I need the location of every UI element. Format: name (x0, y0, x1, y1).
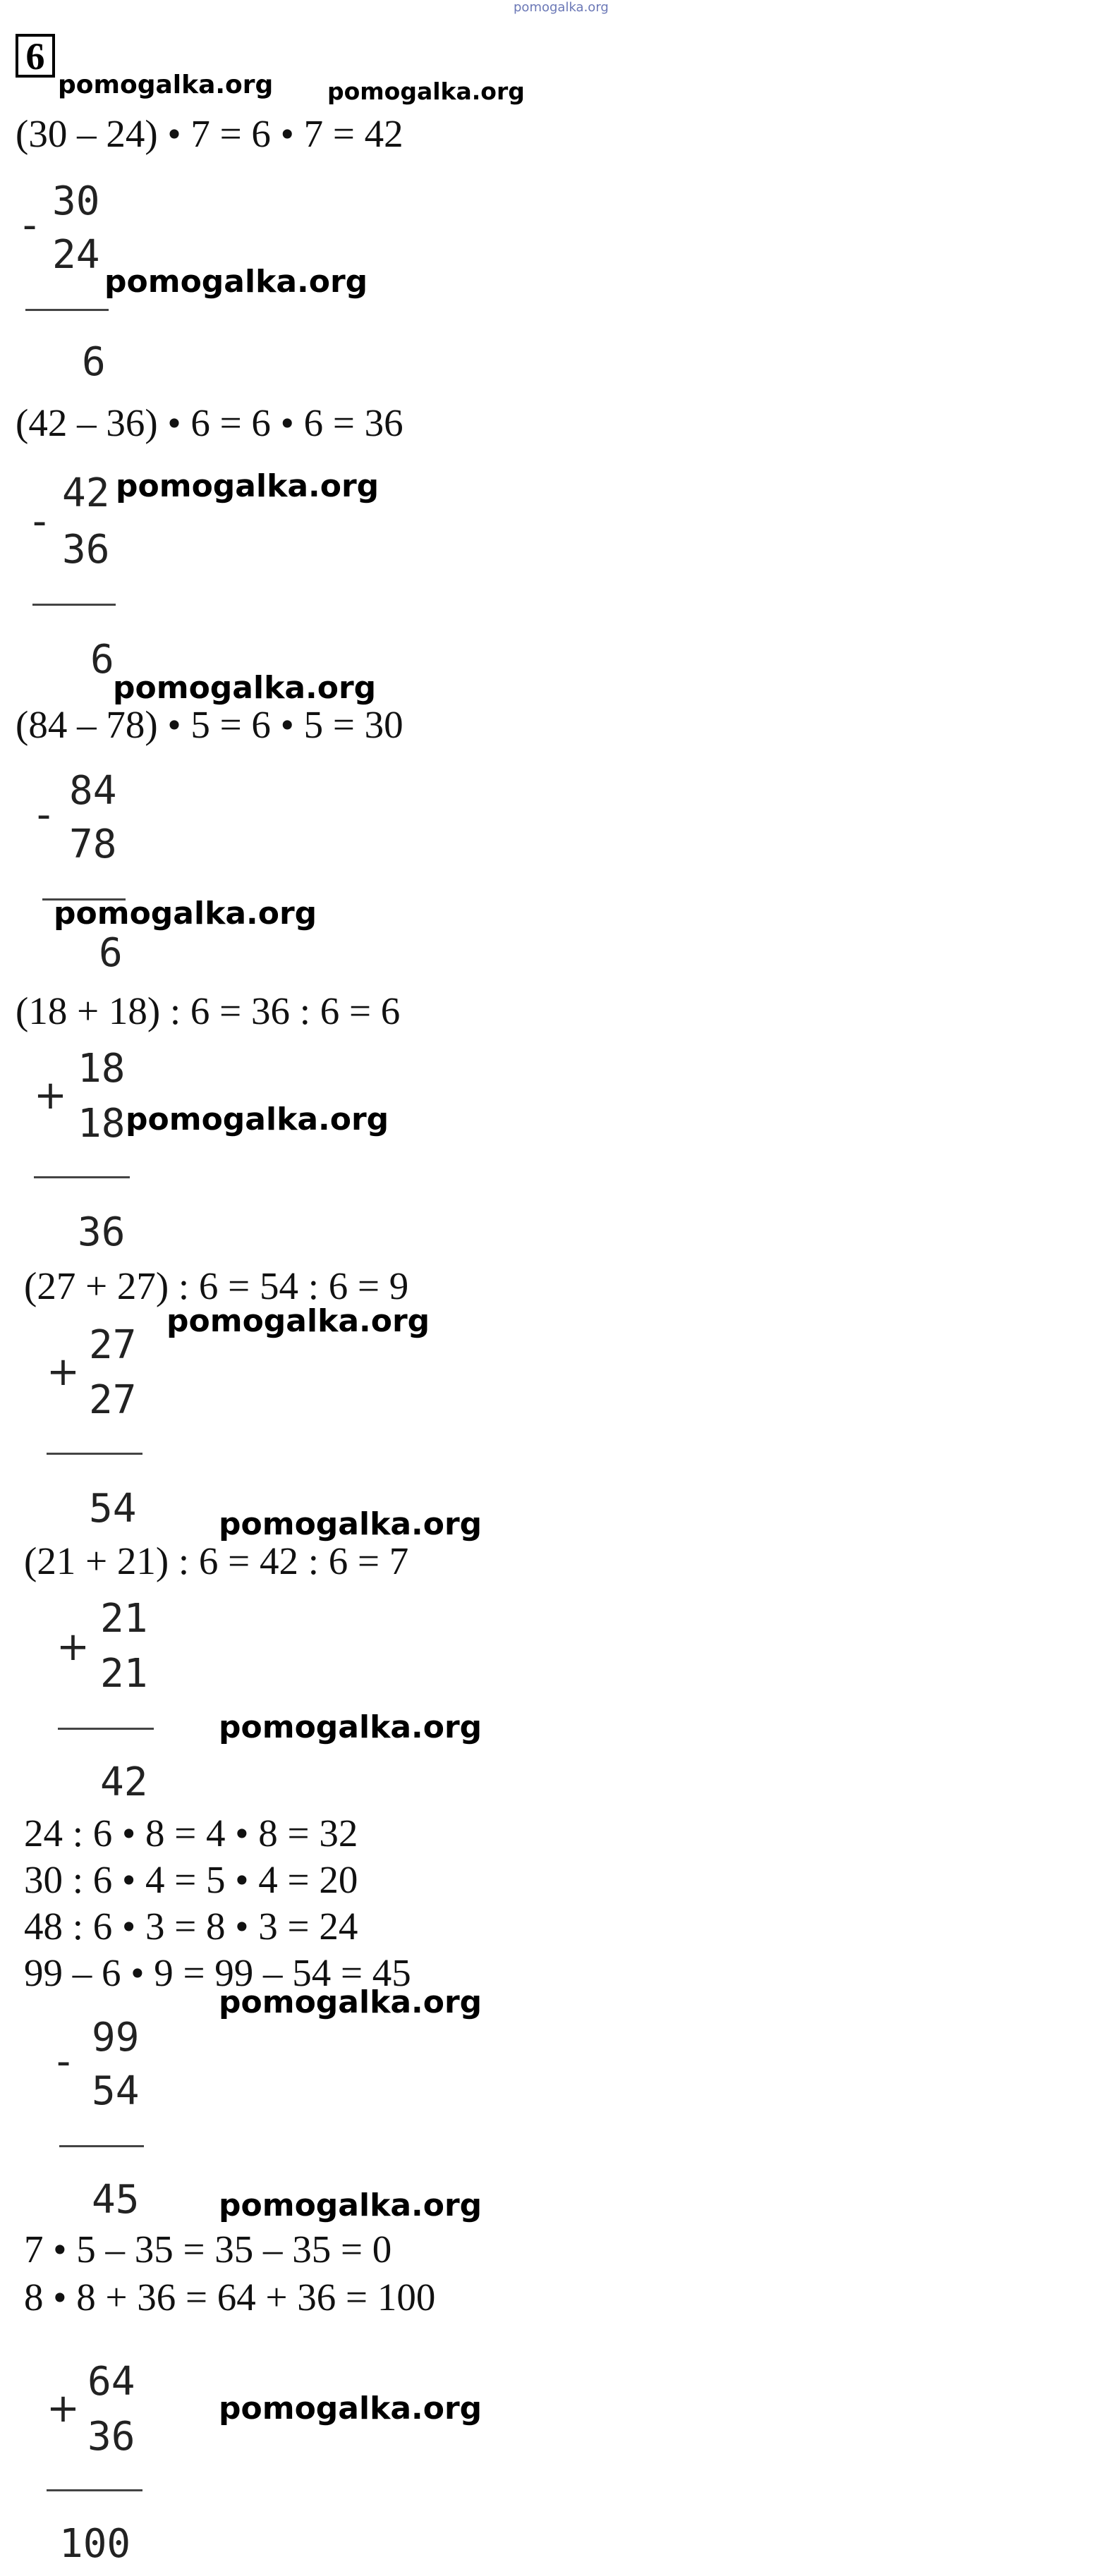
column-line (25, 309, 109, 311)
column-result: 42 (100, 1759, 148, 1805)
equation-5: (27 + 27) : 6 = 54 : 6 = 9 (24, 1264, 409, 1307)
watermark: pomogalka.org (126, 1101, 389, 1137)
column-result: 6 (90, 637, 114, 683)
column-result: 6 (99, 930, 123, 976)
column-operator: - (37, 792, 51, 838)
equation-7: 24 : 6 • 8 = 4 • 8 = 32 (24, 1812, 358, 1855)
watermark: pomogalka.org (58, 71, 274, 99)
column-line (32, 604, 116, 606)
column-result: 36 (78, 1209, 126, 1255)
watermark: pomogalka.org (113, 670, 377, 706)
watermark: pomogalka.org (116, 468, 380, 504)
equation-8: 30 : 6 • 4 = 5 • 4 = 20 (24, 1858, 358, 1901)
column-operator: + (47, 2386, 80, 2431)
column-bottom: 18 (78, 1101, 126, 1147)
column-bottom: 36 (62, 527, 110, 573)
watermark: pomogalka.org (327, 78, 525, 105)
equation-6: (21 + 21) : 6 = 42 : 6 = 7 (24, 1539, 409, 1582)
column-operator: + (56, 1624, 90, 1670)
column-top: 84 (69, 768, 117, 814)
column-top: 30 (52, 178, 100, 224)
equation-10: 99 – 6 • 9 = 99 – 54 = 45 (24, 1951, 411, 1994)
column-bottom: 21 (100, 1651, 148, 1697)
column-result: 54 (89, 1486, 137, 1532)
column-line (34, 1176, 130, 1178)
watermark: pomogalka.org (54, 896, 317, 932)
column-top: 99 (92, 2015, 140, 2061)
column-operator: - (56, 2039, 71, 2084)
column-top: 42 (62, 470, 110, 516)
column-operator: - (23, 202, 37, 248)
equation-2: (42 – 36) • 6 = 6 • 6 = 36 (16, 401, 403, 444)
equation-3: (84 – 78) • 5 = 6 • 5 = 30 (16, 703, 403, 746)
task-number: 6 (16, 34, 55, 78)
equation-9: 48 : 6 • 3 = 8 • 3 = 24 (24, 1905, 358, 1948)
column-bottom: 54 (92, 2068, 140, 2114)
column-top: 27 (89, 1322, 137, 1368)
watermark: pomogalka.org (219, 1984, 482, 2020)
watermark: pomogalka.org (219, 2187, 482, 2223)
equation-1: (30 – 24) • 7 = 6 • 7 = 42 (16, 112, 403, 155)
column-bottom: 36 (87, 2414, 135, 2460)
column-line (58, 1728, 154, 1730)
column-operator: + (47, 1349, 80, 1395)
watermark: pomogalka.org (219, 1709, 482, 1745)
equation-12: 8 • 8 + 36 = 64 + 36 = 100 (24, 2276, 436, 2319)
equation-4: (18 + 18) : 6 = 36 : 6 = 6 (16, 989, 401, 1032)
column-bottom: 78 (69, 822, 117, 867)
column-result: 45 (92, 2177, 140, 2223)
column-bottom: 24 (52, 232, 100, 278)
column-result: 6 (82, 339, 106, 385)
column-top: 21 (100, 1596, 148, 1642)
watermark: pomogalka.org (219, 1506, 482, 1542)
column-line (47, 1453, 142, 1455)
watermark: pomogalka.org (104, 264, 368, 300)
equation-11: 7 • 5 – 35 = 35 – 35 = 0 (24, 2228, 392, 2271)
column-result: 100 (59, 2521, 131, 2567)
watermark: pomogalka.org (219, 2391, 482, 2427)
column-line (47, 2489, 142, 2491)
column-line (59, 2145, 144, 2147)
column-operator: - (32, 499, 47, 544)
column-top: 18 (78, 1046, 126, 1092)
column-operator: + (34, 1073, 67, 1118)
watermark-top: pomogalka.org (514, 0, 609, 15)
column-top: 64 (87, 2359, 135, 2405)
column-bottom: 27 (89, 1377, 137, 1423)
watermark: pomogalka.org (166, 1303, 430, 1339)
